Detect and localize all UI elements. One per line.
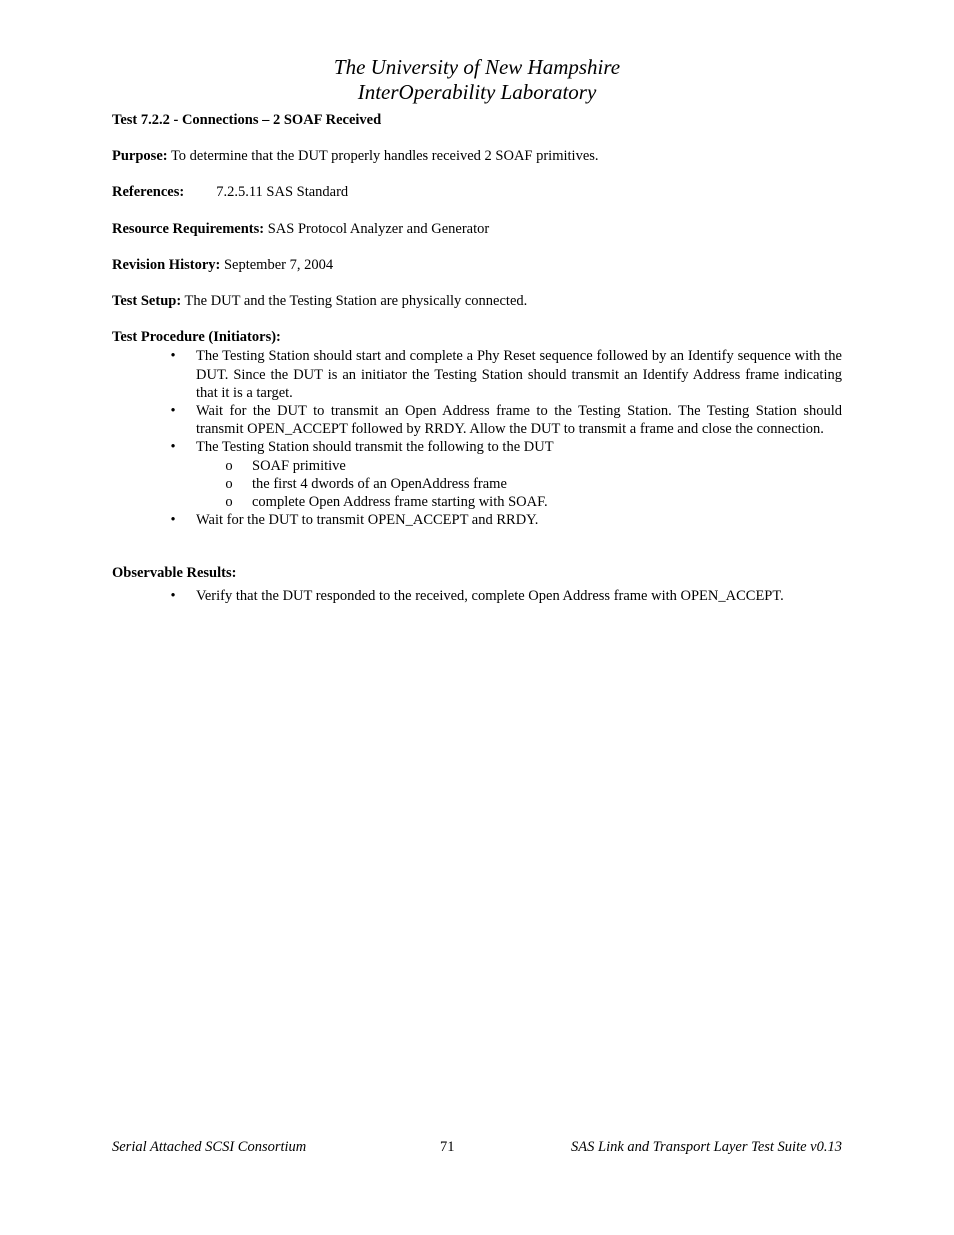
references-section (112, 183, 842, 201)
resources-section (112, 220, 842, 238)
bullet-icon: • (170, 439, 176, 456)
purpose-section (112, 147, 842, 165)
procedure-step (170, 511, 842, 529)
procedure-step (170, 347, 842, 402)
revision-label: Revision History: (112, 256, 221, 273)
setup-label: Test Setup: (112, 293, 182, 310)
purpose-text: To determine that the DUT properly handles received 2 SOAF primitives. (167, 148, 599, 165)
procedure-subitem (225, 475, 842, 493)
procedure-subitem (225, 493, 842, 511)
header-lab: InterOperability Laboratory (357, 80, 597, 104)
procedure-section (112, 328, 842, 529)
procedure-subitem-text: the first 4 dwords of an OpenAddress frame (252, 475, 507, 492)
bullet-icon: • (170, 587, 176, 604)
footer-consortium: Serial Attached SCSI Consortium (112, 1139, 307, 1155)
procedure-sublist (196, 457, 842, 512)
procedure-subitem-text: SOAF primitive (252, 457, 346, 474)
procedure-step (170, 402, 842, 438)
procedure-step-text: The Testing Station should start and complete a Phy Reset sequence followed by an Identify sequence with the DUT. Since the DUT is an initiator the Testing Station should transmit an Identify Address frame indicating that it is a target. (196, 348, 842, 401)
references-label: References: (112, 184, 185, 201)
procedure-step-text: Wait for the DUT to transmit OPEN_ACCEPT and RRDY. (196, 512, 539, 529)
footer-document-title: SAS Link and Transport Layer Test Suite v0.13 (571, 1139, 842, 1155)
result-item-text: Verify that the DUT responded to the received, complete Open Address frame with OPEN_ACCEPT. (196, 587, 784, 604)
results-section (112, 564, 842, 604)
references-text: 7.2.5.11 SAS Standard (216, 184, 349, 201)
resources-text: SAS Protocol Analyzer and Generator (264, 220, 490, 237)
procedure-subitem-text: complete Open Address frame starting with SOAF. (252, 494, 548, 511)
resources-label: Resource Requirements: (112, 220, 265, 237)
bullet-icon: • (170, 403, 176, 420)
procedure-subitem (225, 457, 842, 475)
setup-section (112, 292, 842, 310)
bullet-icon: • (170, 512, 176, 529)
results-label: Observable Results: (112, 565, 237, 582)
footer-page-number: 71 (440, 1139, 455, 1155)
result-item (170, 587, 842, 605)
bullet-icon: • (170, 348, 176, 365)
page-footer (112, 1139, 842, 1159)
revision-section (112, 256, 842, 274)
circle-bullet-icon: o (225, 494, 233, 511)
test-title: Test 7.2.2 - Connections – 2 SOAF Received (112, 112, 382, 128)
procedure-list (112, 347, 842, 529)
circle-bullet-icon: o (225, 457, 233, 474)
purpose-label: Purpose: (112, 148, 168, 165)
header-institution: The University of New Hampshire (333, 55, 621, 79)
procedure-label: Test Procedure (Initiators): (112, 329, 281, 346)
results-list (112, 587, 842, 605)
revision-text: September 7, 2004 (220, 256, 334, 273)
circle-bullet-icon: o (225, 475, 233, 492)
procedure-step-text: The Testing Station should transmit the following to the DUT (196, 439, 554, 456)
page-header (0, 55, 954, 105)
procedure-step (170, 438, 842, 511)
procedure-step-text: Wait for the DUT to transmit an Open Address frame to the Testing Station. The Testing Station should transmit OPEN_ACCEPT followed by RRDY. Allow the DUT to transmit a frame and close the connection. (196, 403, 842, 438)
document-body (112, 111, 842, 605)
setup-text: The DUT and the Testing Station are physically connected. (181, 293, 528, 310)
